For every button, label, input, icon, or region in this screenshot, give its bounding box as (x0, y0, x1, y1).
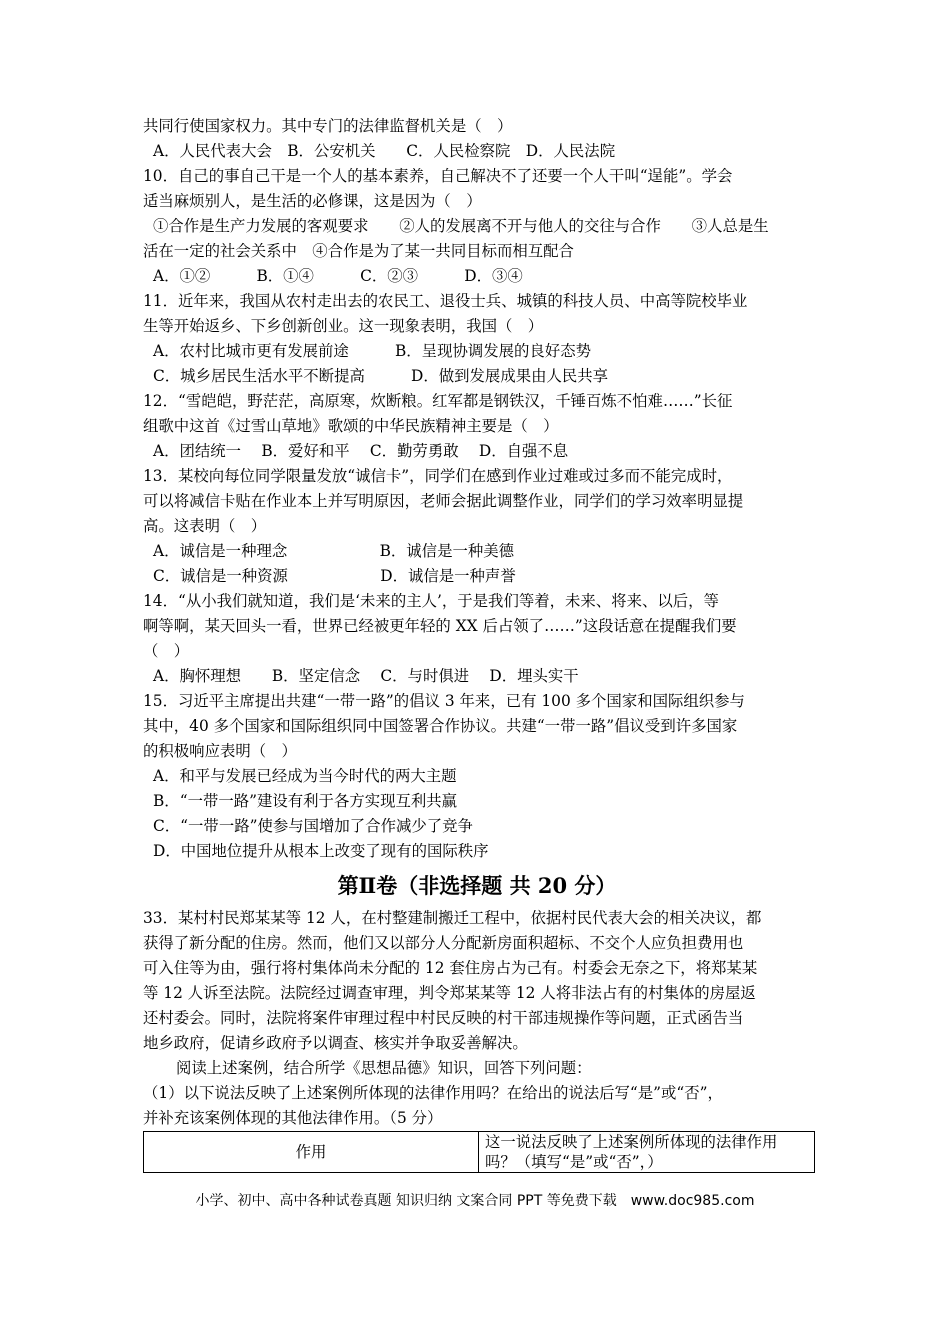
text-line: 生等开始返乡、下乡创新创业。这一现象表明，我国（ ） (143, 317, 544, 335)
text-line: 的积极响应表明（ ） (143, 742, 297, 760)
text-line: A．①② B．①④ C．②③ D．③④ (153, 267, 523, 285)
text-line: C．诚信是一种资源 D．诚信是一种声誉 (153, 567, 516, 585)
page-footer: 小学、初中、高中各种试卷真题 知识归纳 文案合同 PPT 等免费下载 www.doc985.com (195, 1193, 755, 1209)
text-line: （ ） (143, 642, 190, 660)
text-line: A．团结统一 B．爱好和平 C．勤劳勇敢 D．自强不息 (153, 442, 569, 460)
text-line: 适当麻烦别人，是生活的必修课，这是因为（ ） (143, 192, 482, 210)
text-line: 地乡政府，促请乡政府予以调查、核实并争取妥善解决。 (143, 1034, 528, 1052)
text-line: 共同行使国家权力。其中专门的法律监督机关是（ ） (143, 117, 513, 135)
section-title: 第Ⅱ卷（非选择题 共 20 分） (337, 873, 617, 898)
text-line: 15．习近平主席提出共建“一带一路”的倡议 3 年来，已有 100 多个国家和国际组织参与 (143, 692, 745, 710)
text-line: B．“一带一路”建设有利于各方实现互利共赢 (153, 792, 458, 810)
text-line: A．胸怀理想 B．坚定信念 C．与时俱进 D．埋头实干 (153, 667, 579, 685)
text-line: 可以将减信卡贴在作业本上并写明原因，老师会据此调整作业，同学们的学习效率明显提 (143, 492, 744, 510)
text-line: 13．某校向每位同学限量发放“诚信卡”，同学们在感到作业过难或过多而不能完成时， (143, 467, 733, 485)
text-line: A．和平与发展已经成为当今时代的两大主题 (153, 767, 457, 785)
text-line: D．中国地位提升从根本上改变了现有的国际秩序 (153, 842, 489, 860)
choice-questions (143, 114, 811, 864)
text-line: A．人民代表大会 B．公安机关 C．人民检察院 D．人民法院 (153, 142, 616, 160)
text-line: 11．近年来，我国从农村走出去的农民工、退役士兵、城镇的科技人员、中高等院校毕业 (143, 292, 748, 310)
text-line: 可入住等为由，强行将村集体尚未分配的 12 套住房占为己有。村委会无奈之下，将郑某某 (143, 959, 758, 977)
text-line: 高。这表明（ ） (143, 517, 267, 535)
text-line: 还村委会。同时，法院将案件审理过程中村民反映的村干部违规操作等问题，正式函告当 (143, 1009, 744, 1027)
text-line: 活在一定的社会关系中 ④合作是为了某一共同目标而相互配合 (143, 242, 574, 260)
text-line: 啊等啊，某天回头一看，世界已经被更年轻的 XX 后占领了……”这段话意在提醒我们要 (143, 617, 737, 635)
table-row (144, 1132, 815, 1173)
text-line: 14．“从小我们就知道，我们是‘未来的主人’，于是我们等着，未来、将来、以后，等 (143, 592, 719, 610)
text-line: 等 12 人诉至法院。法院经过调查审理，判令郑某某等 12 人将非法占有的村集体的房屋返 (143, 984, 756, 1002)
essay-question (143, 906, 811, 1131)
text-line: （1）以下说法反映了上述案例所体现的法律作用吗？在给出的说法后写“是”或“否”， (143, 1084, 723, 1102)
text-line: C．“一带一路”使参与国增加了合作减少了竞争 (153, 817, 473, 835)
text-line: 33．某村村民郑某某等 12 人，在村整建制搬迁工程中，依据村民代表大会的相关决议，都 (143, 909, 762, 927)
text-line: A．农村比城市更有发展前途 B．呈现协调发展的良好态势 (153, 342, 591, 360)
text-line: 组歌中这首《过雪山草地》歌颂的中华民族精神主要是（ ） (143, 417, 559, 435)
table-header-answer: 这一说法反映了上述案例所体现的法律作用吗？（填写“是”或“否”，） (479, 1132, 815, 1173)
text-line: 获得了新分配的住房。然而，他们又以部分人分配新房面积超标、不交个人应负担费用也 (143, 934, 744, 952)
text-line: A．诚信是一种理念 B．诚信是一种美德 (153, 542, 515, 560)
answer-table (143, 1131, 815, 1173)
text-line: 其中，40 多个国家和国际组织同中国签署合作协议。共建“一带一路”倡议受到许多国家 (143, 717, 738, 735)
page-content (143, 114, 811, 1173)
text-line: 10．自己的事自己干是一个人的基本素养，自己解决不了还要一个人干叫“逞能”。学会 (143, 167, 733, 185)
text-line: C．城乡居民生活水平不断提高 D．做到发展成果由人民共享 (153, 367, 609, 385)
text-line: 12．“雪皑皑，野茫茫，高原寒，炊断粮。红军都是钢铁汉，千锤百炼不怕难……”长征 (143, 392, 733, 410)
table-header-function: 作用 (144, 1132, 479, 1173)
text-line: 阅读上述案例，结合所学《思想品德》知识，回答下列问题： (176, 1059, 592, 1077)
text-line: 并补充该案例体现的其他法律作用。（5 分） (143, 1109, 443, 1127)
text-line: ①合作是生产力发展的客观要求 ②人的发展离不开与他人的交往与合作 ③人总是生 (153, 217, 769, 235)
